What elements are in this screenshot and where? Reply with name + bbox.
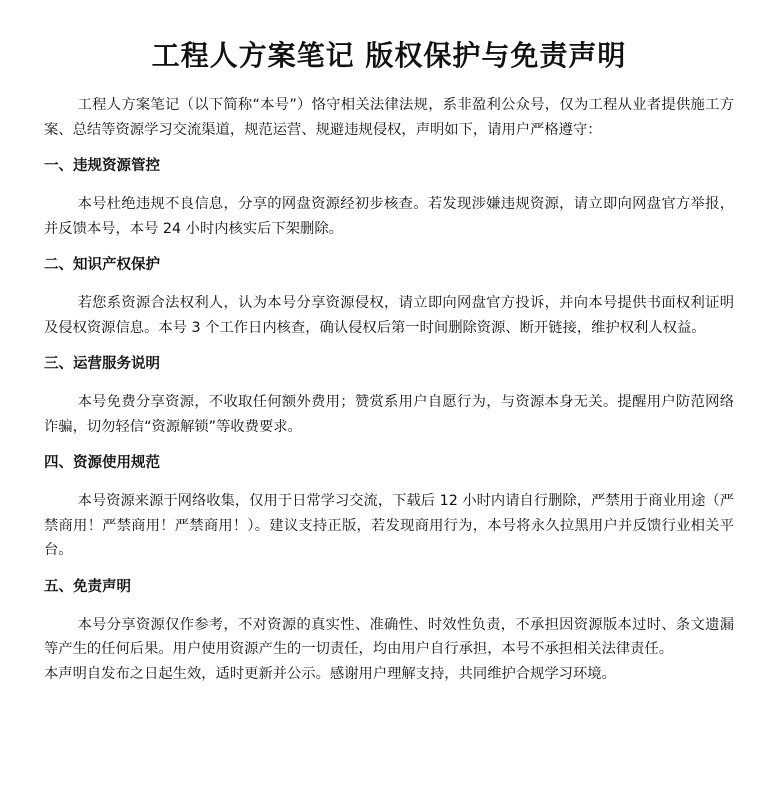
document-title: 工程人方案笔记 版权保护与免责声明 (151, 39, 627, 72)
section-2-body: 若您系资源合法权利人，认为本号分享资源侵权，请立即向网盘官方投诉，并向本号提供书面权利证明及侵权资源信息。本号 3 个工作日内核查，确认侵权后第一时间删除资源、断开链接，维护权利人权益。 (44, 295, 734, 336)
section-2-heading: 二、知识产权保护 (44, 256, 160, 273)
section-1-heading: 一、违规资源管控 (44, 157, 160, 174)
closing-statement: 本声明自发布之日起生效，适时更新并公示。感谢用户理解支持，共同维护合规学习环境。 (44, 665, 616, 682)
intro-paragraph: 工程人方案笔记（以下简称“本号”）恪守相关法律法规，系非盈利公众号，仅为工程从业者提供施工方案、总结等资源学习交流渠道，规范运营、规避违规侵权，声明如下，请用户严格遵守： (44, 97, 734, 138)
section-3-body: 本号免费分享资源，不收取任何额外费用；赞赏系用户自愿行为，与资源本身无关。提醒用户防范网络诈骗，切勿轻信“资源解锁”等收费要求。 (44, 394, 734, 435)
section-3-heading: 三、运营服务说明 (44, 355, 160, 372)
section-4-body: 本号资源来源于网络收集，仅用于日常学习交流，下载后 12 小时内请自行删除，严禁用于商业用途（严禁商用！严禁商用！严禁商用！）。建议支持正版，若发现商用行为，本号将永久拉黑用户并反馈行业相关平台。 (44, 493, 734, 558)
section-4-heading: 四、资源使用规范 (44, 454, 160, 471)
document (44, 0, 734, 686)
section-5-heading: 五、免责声明 (44, 577, 131, 595)
section-5-body: 本号分享资源仅作参考，不对资源的真实性、准确性、时效性负责，不承担因资源版本过时、条文遗漏等产生的任何后果。用户使用资源产生的一切责任，均由用户自行承担，本号不承担相关法律责任。 (44, 616, 734, 657)
section-1-body: 本号杜绝违规不良信息，分享的网盘资源经初步核查。若发现涉嫌违规资源，请立即向网盘官方举报，并反馈本号，本号 24 小时内核实后下架删除。 (44, 196, 734, 237)
